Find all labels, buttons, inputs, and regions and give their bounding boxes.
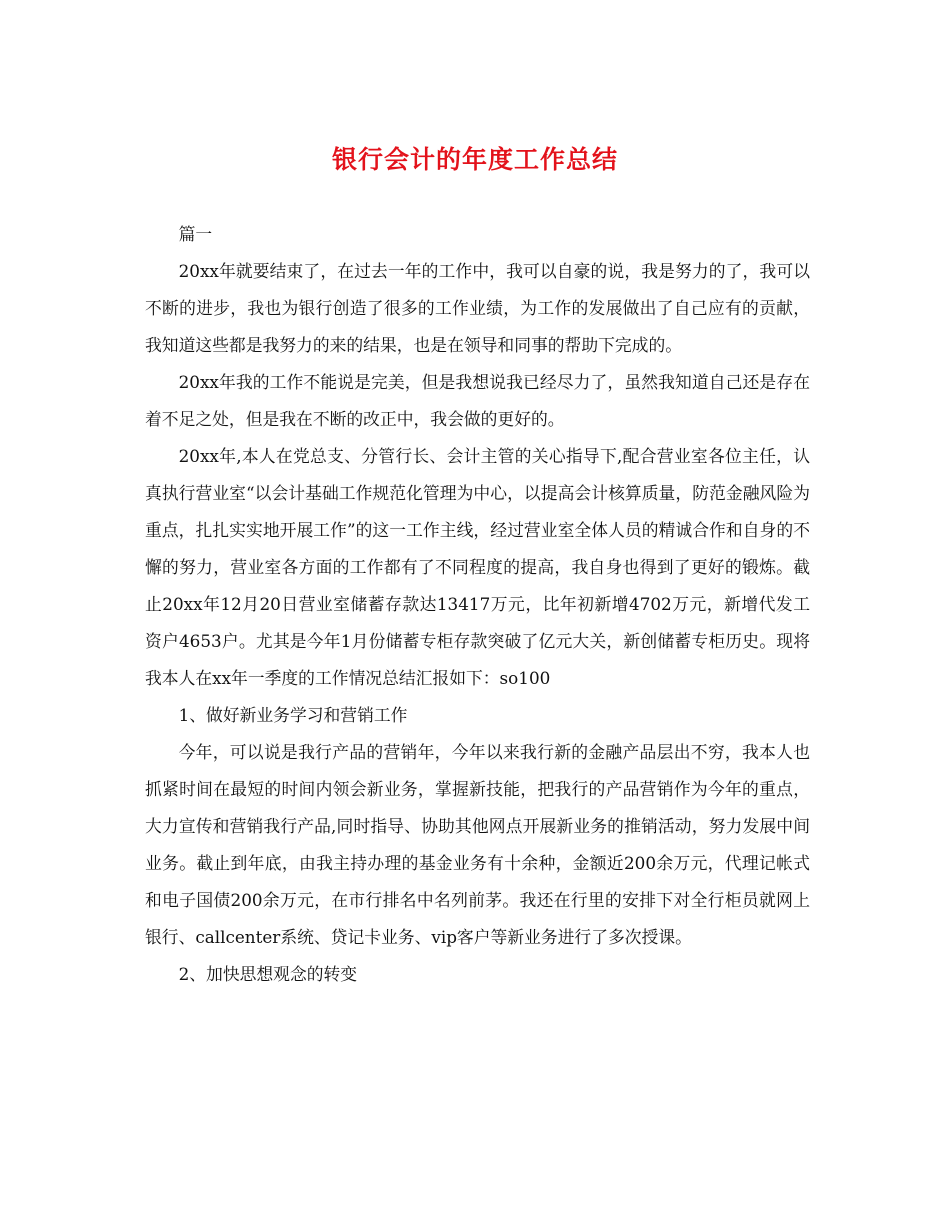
paragraph: 20xx年我的工作不能说是完美，但是我想说我已经尽力了，虽然我知道自己还是存在着不足之处，但是我在不断的改正中，我会做的更好的。 [145,372,810,429]
paragraph: 今年，可以说是我行产品的营销年，今年以来我行新的金融产品层出不穷，我本人也抓紧时间在最短的时间内领会新业务，掌握新技能，把我行的产品营销作为今年的重点，大力宣传和营销我行产品,同时指导、协助其他网点开展新业务的推销活动，努力发展中间业务。截止到年底，由我主持办理的基金业务有十余种，金额近200余万元，代理记帐式和电子国债200余万元，在市行排名中名列前茅。我还在行里的安排下对全行柜员就网上银行、callcenter系统、贷记卡业务、vip客户等新业务进行了多次授课。 [145,742,810,947]
paragraph: 20xx年就要结束了，在过去一年的工作中，我可以自豪的说，我是努力的了，我可以不断的进步，我也为银行创造了很多的工作业绩，为工作的发展做出了自己应有的贡献，我知道这些都是我努力的来的结果，也是在领导和同事的帮助下完成的。 [145,261,810,355]
paragraph: 20xx年,本人在党总支、分管行长、会计主管的关心指导下,配合营业室各位主任，认真执行营业室“以会计基础工作规范化管理为中心，以提高会计核算质量，防范金融风险为重点，扎扎实实地开展工作”的这一工作主线，经过营业室全体人员的精诚合作和自身的不懈的努力，营业室各方面的工作都有了不同程度的提高，我自身也得到了更好的锻炼。截止20xx年12月20日营业室储蓄存款达13417万元，比年初新增4702万元，新增代发工资户4653户。尤其是今年1月份储蓄专柜存款突破了亿元大关，新创储蓄专柜历史。现将我本人在xx年一季度的工作情况总结汇报如下：so100 [145,446,810,688]
section-heading: 1、做好新业务学习和营销工作 [178,705,408,725]
document-title: 银行会计的年度工作总结 [331,145,618,174]
section-heading: 2、加快思想观念的转变 [178,964,358,984]
document-body [145,216,810,993]
section-heading-pian-yi: 篇一 [178,224,213,244]
